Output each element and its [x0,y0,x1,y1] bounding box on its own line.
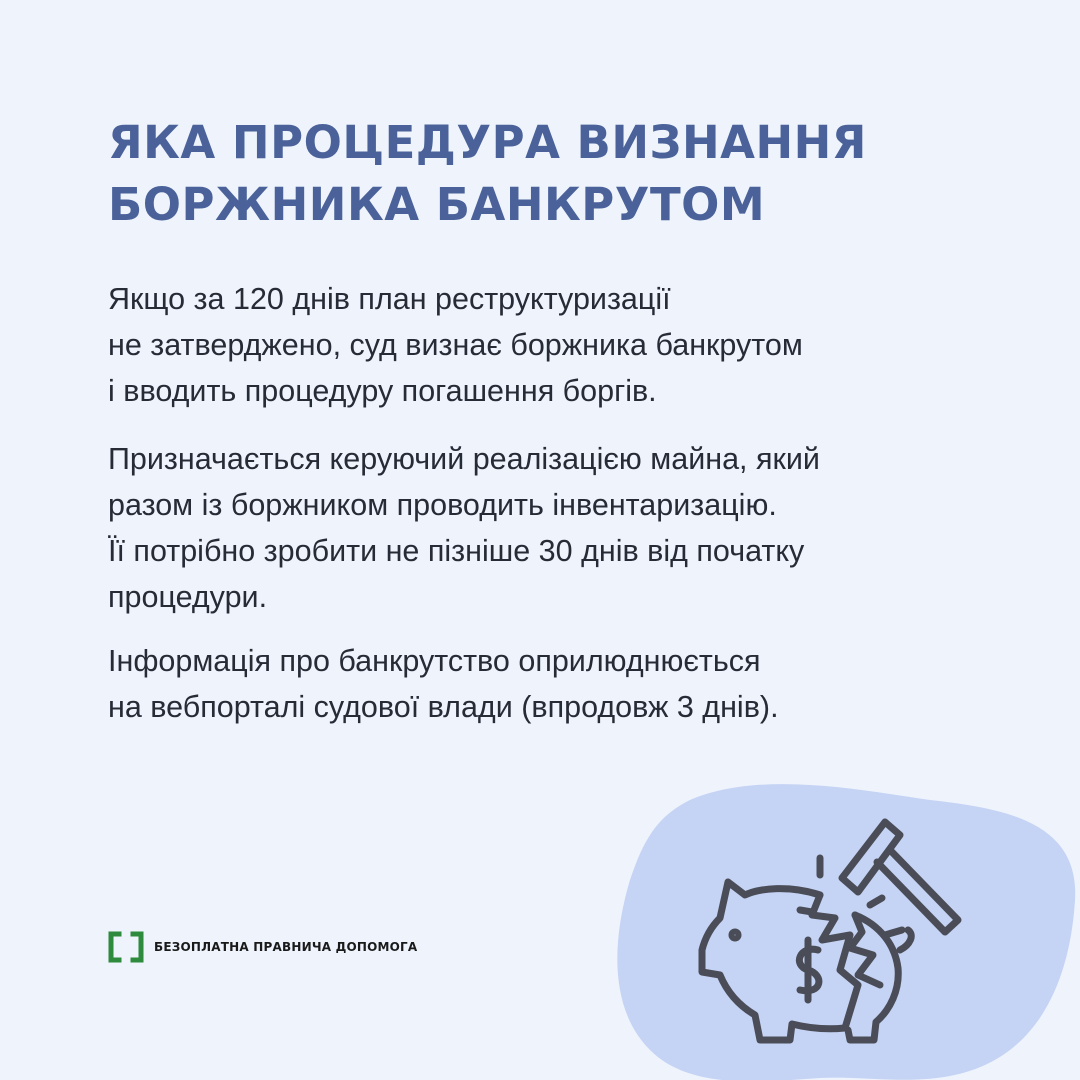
logo [108,930,417,964]
broken-piggy-bank-with-hammer-icon [600,770,1080,1080]
paragraph-line: процедури. [108,580,268,614]
paragraph-line: Інформація про банкрутство оприлюднюється [108,644,761,678]
paragraph-property-manager [108,436,988,620]
paragraph-restructuring [108,276,988,414]
paragraph-line: разом із боржником проводить інвентаризацію. [108,488,777,522]
page-title [108,112,968,236]
title-line-2: БОРЖНИКА БАНКРУТОМ [108,178,766,231]
paragraph-line: Її потрібно зробити не пізніше 30 днів від початку [108,534,805,568]
logo-text: БЕЗОПЛАТНА ПРАВНИЧА ДОПОМОГА [154,940,418,954]
paragraph-line: і вводить процедуру погашення боргів. [108,374,657,408]
paragraph-publication [108,638,988,730]
bracket-logo-icon [108,931,144,963]
title-line-1: ЯКА ПРОЦЕДУРА ВИЗНАННЯ [108,116,867,169]
paragraph-line: на вебпорталі судової влади (впродовж 3 днів). [108,690,779,724]
paragraph-line: не затверджено, суд визнає боржника банкрутом [108,328,803,362]
paragraph-line: Якщо за 120 днів план реструктуризації [108,282,671,316]
paragraph-line: Призначається керуючий реалізацією майна, який [108,442,820,476]
